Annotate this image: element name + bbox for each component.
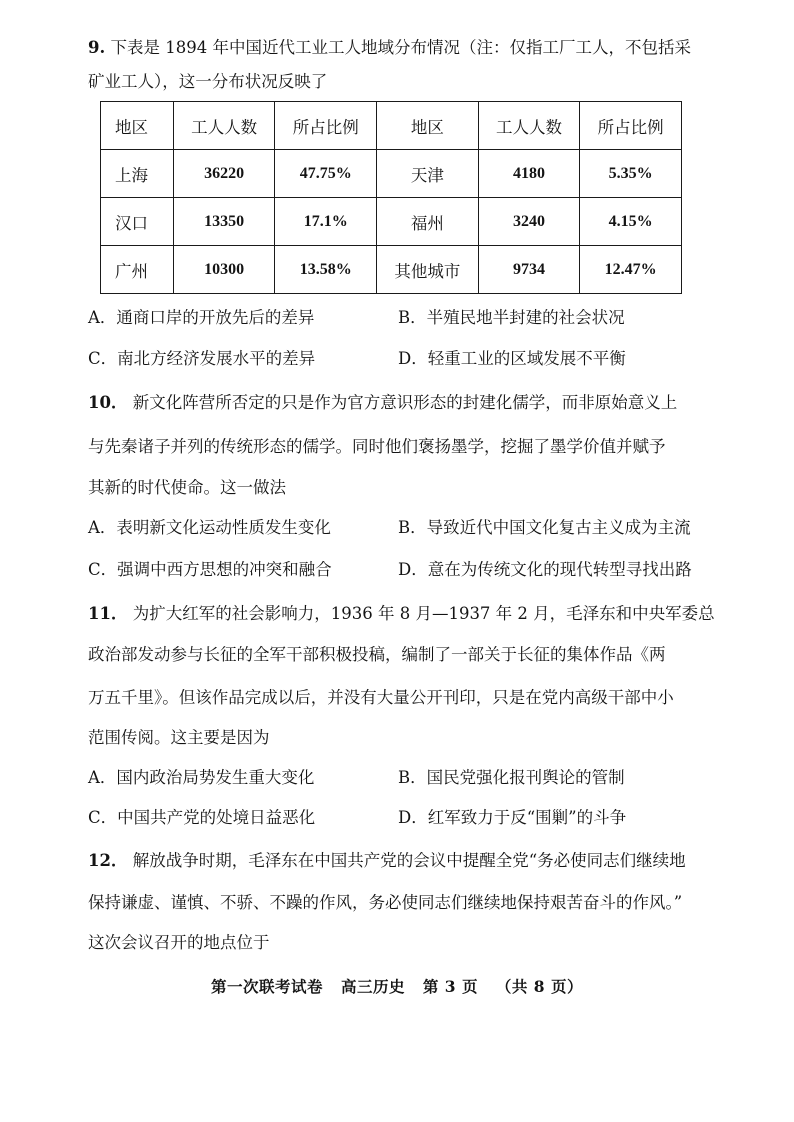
table-cell: 12.47% [580, 246, 682, 294]
table-header-cell: 地区 [101, 102, 174, 150]
q12-number: 12． [88, 851, 128, 870]
q9-option-a[interactable]: A．通商口岸的开放先后的差异 [88, 308, 315, 327]
table-cell: 上海 [101, 150, 174, 198]
table-cell: 汉口 [101, 198, 174, 246]
table-cell: 福州 [377, 198, 479, 246]
table-cell: 10300 [173, 246, 275, 294]
table-row [101, 198, 682, 246]
table-cell: 4.15% [580, 198, 682, 246]
table-cell: 47.75% [275, 150, 377, 198]
q10-option-b[interactable]: B．导致近代中国文化复古主义成为主流 [398, 518, 691, 537]
q10-option-c[interactable]: C．强调中西方思想的冲突和融合 [88, 560, 332, 579]
q11-option-d[interactable]: D．红军致力于反“围剿”的斗争 [398, 808, 627, 827]
q12-stem-line1 [88, 849, 686, 873]
q9-number: 9. [88, 38, 106, 57]
q11-stem-line3: 万五千里》。但该作品完成以后，并没有大量公开刊印，只是在党内高级干部中小 [88, 688, 674, 707]
table-header-cell: 所占比例 [275, 102, 377, 150]
q10-number: 10． [88, 393, 128, 412]
table-header-cell: 地区 [377, 102, 479, 150]
q9-stem-line2: 矿业工人），这一分布状况反映了 [88, 72, 328, 91]
q10-stem-line2: 与先秦诸子并列的传统形态的儒学。同时他们褒扬墨学，挖掘了墨学价值并赋予 [88, 437, 666, 456]
table-header-cell: 所占比例 [580, 102, 682, 150]
q11-stem-line4: 范围传阅。这主要是因为 [88, 728, 270, 747]
table-cell: 13350 [173, 198, 275, 246]
q9-option-d[interactable]: D．轻重工业的区域发展不平衡 [398, 349, 626, 368]
table-cell: 天津 [377, 150, 479, 198]
table-cell: 36220 [173, 150, 275, 198]
q9-stem-text1: 下表是 1894 年中国近代工业工人地域分布情况（注：仅指工厂工人，不包括采 [110, 38, 691, 57]
table-cell: 广州 [101, 246, 174, 294]
q11-stem-text1: 为扩大红军的社会影响力，1936 年 8 月—1937 年 2 月，毛泽东和中央军委总 [132, 604, 715, 623]
table-cell: 9734 [478, 246, 580, 294]
q10-stem-line1 [88, 391, 677, 415]
table-header-cell: 工人人数 [173, 102, 275, 150]
q12-stem-line2: 保持谦虚、谨慎、不骄、不躁的作风，务必使同志们继续地保持艰苦奋斗的作风。” [88, 893, 683, 912]
q9-stem-line1 [88, 36, 691, 60]
q10-option-d[interactable]: D．意在为传统文化的现代转型寻找出路 [398, 560, 692, 579]
table-cell: 13.58% [275, 246, 377, 294]
q11-option-b[interactable]: B．国民党强化报刊舆论的管制 [398, 768, 625, 787]
q10-stem-line3: 其新的时代使命。这一做法 [88, 478, 286, 497]
q9-option-c[interactable]: C．南北方经济发展水平的差异 [88, 349, 316, 368]
q10-stem-text1: 新文化阵营所否定的只是作为官方意识形态的封建化儒学，而非原始意义上 [132, 393, 678, 412]
page-footer [0, 975, 794, 997]
table-header-cell: 工人人数 [478, 102, 580, 150]
q11-number: 11． [88, 604, 128, 623]
table-cell: 5.35% [580, 150, 682, 198]
table-row [101, 150, 682, 198]
q11-stem-line1 [88, 602, 715, 626]
table-cell: 4180 [478, 150, 580, 198]
q10-option-a[interactable]: A．表明新文化运动性质发生变化 [88, 518, 331, 537]
footer-exam-name: 第一次联考试卷 [211, 977, 324, 996]
q11-stem-line2: 政治部发动参与长征的全军干部积极投稿，编制了一部关于长征的集体作品《两 [88, 645, 666, 664]
q12-stem-text1: 解放战争时期，毛泽东在中国共产党的会议中提醒全党“务必使同志们继续地 [132, 851, 686, 870]
q11-option-c[interactable]: C．中国共产党的处境日益恶化 [88, 808, 316, 827]
footer-total-pages: （共 8 页） [495, 977, 583, 996]
footer-page-number: 第 3 页 [422, 977, 478, 996]
table-cell: 17.1% [275, 198, 377, 246]
worker-distribution-table [100, 101, 682, 294]
table-cell: 3240 [478, 198, 580, 246]
table-header-row [101, 102, 682, 150]
table-cell: 其他城市 [377, 246, 479, 294]
q9-option-b[interactable]: B．半殖民地半封建的社会状况 [398, 308, 625, 327]
q12-stem-line3: 这次会议召开的地点位于 [88, 933, 270, 952]
q11-option-a[interactable]: A．国内政治局势发生重大变化 [88, 768, 315, 787]
table-row [101, 246, 682, 294]
footer-subject: 高三历史 [340, 977, 405, 996]
